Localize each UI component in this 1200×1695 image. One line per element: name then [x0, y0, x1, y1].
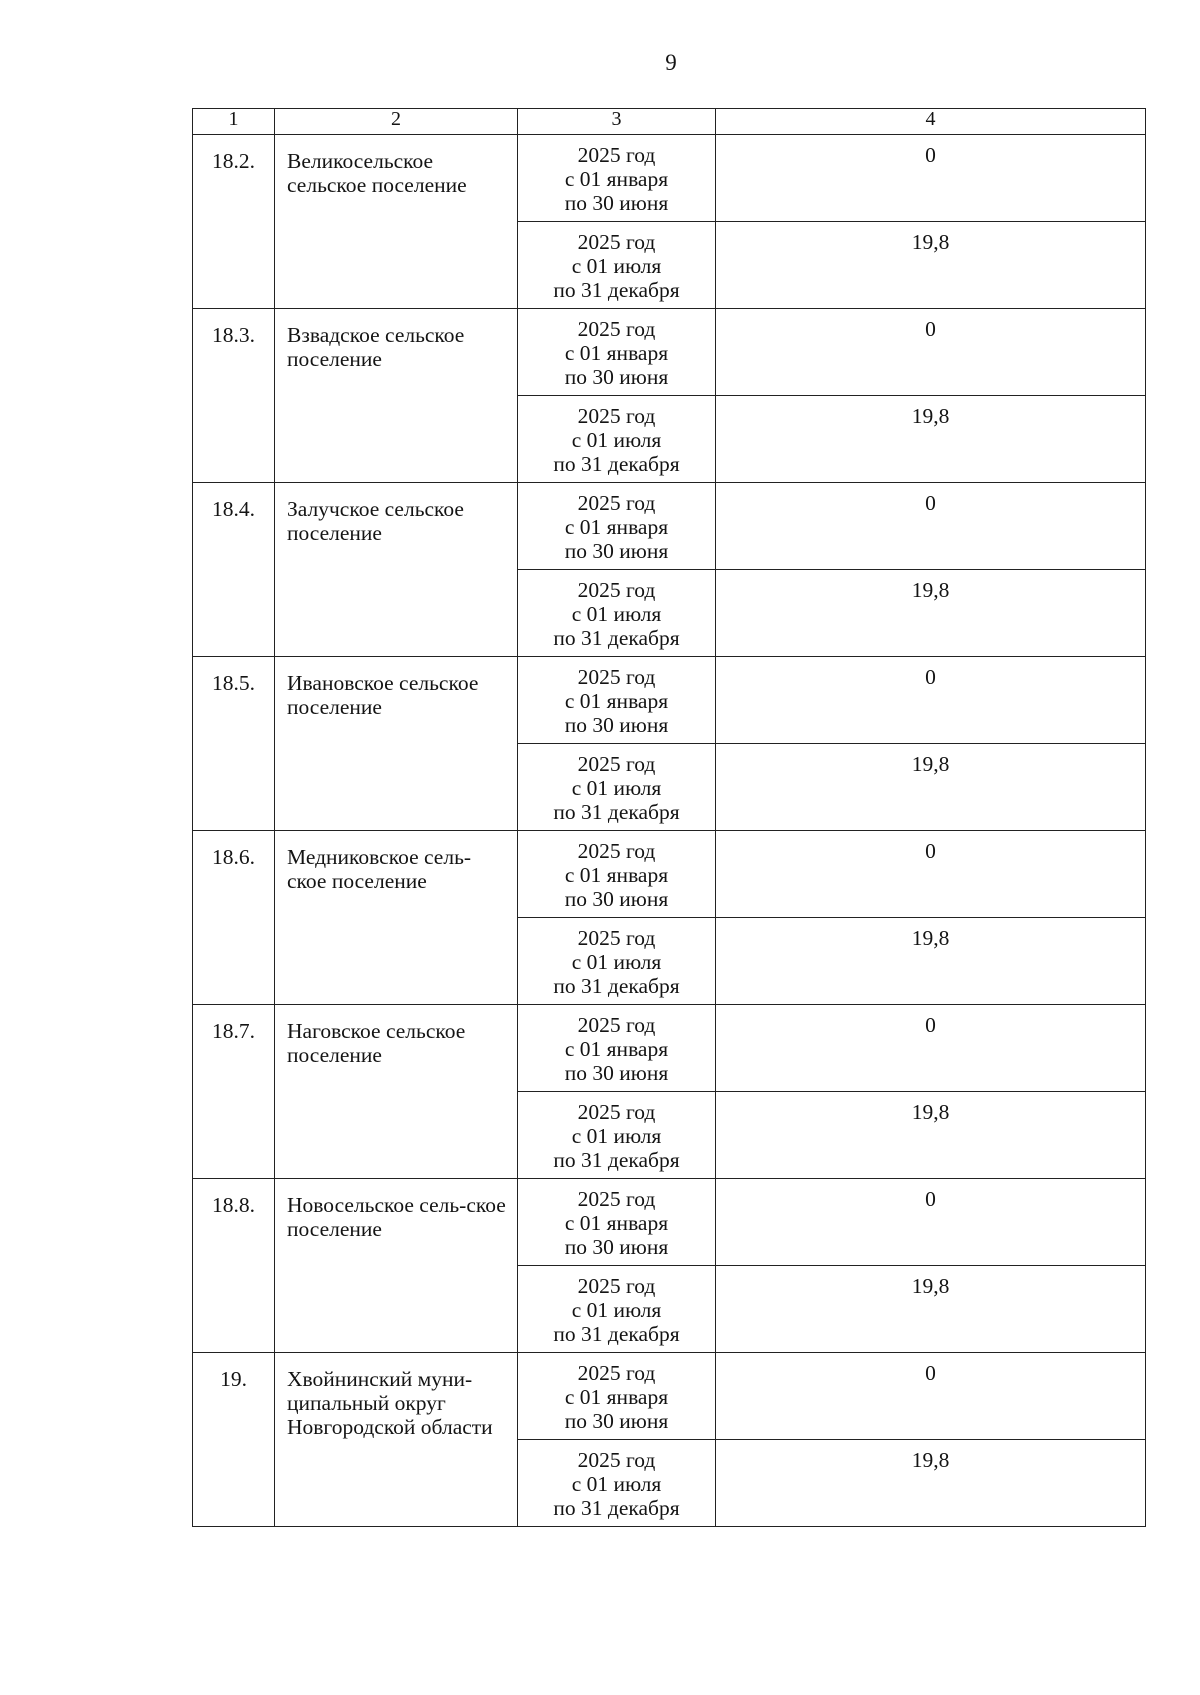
municipality-name: Залучское сельское поселение: [275, 483, 518, 657]
table-row: [193, 657, 1146, 744]
municipality-name: Медниковское сель-ское поселение: [275, 831, 518, 1005]
row-number: 19.: [193, 1353, 275, 1527]
row-number: 18.7.: [193, 1005, 275, 1179]
table-row: [193, 135, 1146, 222]
period-end: по 31 декабря: [553, 452, 680, 476]
row-number: 18.4.: [193, 483, 275, 657]
period-cell: [518, 1266, 716, 1353]
period-start: с 01 июля: [571, 254, 662, 278]
period-end: по 31 декабря: [553, 1322, 680, 1346]
value-cell: 0: [716, 831, 1146, 918]
period-year: 2025 год: [577, 752, 656, 776]
value-cell: 19,8: [716, 918, 1146, 1005]
period-start: с 01 января: [564, 341, 669, 365]
municipality-name: Новосельское сель-ское поселение: [275, 1179, 518, 1353]
value-cell: 19,8: [716, 1092, 1146, 1179]
period-end: по 30 июня: [564, 539, 669, 563]
period-start: с 01 января: [564, 1211, 669, 1235]
period-start: с 01 июля: [571, 1472, 662, 1496]
period-start: с 01 июля: [571, 950, 662, 974]
period-cell: [518, 744, 716, 831]
period-year: 2025 год: [577, 665, 656, 689]
table-row: [193, 309, 1146, 396]
period-year: 2025 год: [577, 1100, 656, 1124]
period-end: по 30 июня: [564, 1061, 669, 1085]
period-end: по 31 декабря: [553, 1148, 680, 1172]
value-cell: 0: [716, 1179, 1146, 1266]
header-row: [193, 109, 1146, 135]
header-col-1: 1: [193, 109, 275, 135]
table-row: [193, 1005, 1146, 1092]
period-end: по 30 июня: [564, 713, 669, 737]
header-col-4: 4: [716, 109, 1146, 135]
period-cell: [518, 1179, 716, 1266]
period-end: по 31 декабря: [553, 1496, 680, 1520]
value-cell: 0: [716, 135, 1146, 222]
period-year: 2025 год: [577, 317, 656, 341]
municipality-name: Наговское сельское поселение: [275, 1005, 518, 1179]
period-cell: [518, 1005, 716, 1092]
period-end: по 31 декабря: [553, 974, 680, 998]
period-start: с 01 января: [564, 1385, 669, 1409]
period-end: по 30 июня: [564, 887, 669, 911]
municipality-name: Великосельское сельское поселение: [275, 135, 518, 309]
period-cell: [518, 1092, 716, 1179]
period-cell: [518, 396, 716, 483]
value-cell: 19,8: [716, 222, 1146, 309]
value-cell: 19,8: [716, 396, 1146, 483]
table-row: [193, 1179, 1146, 1266]
table-row: [193, 483, 1146, 570]
period-year: 2025 год: [577, 926, 656, 950]
period-end: по 31 декабря: [553, 800, 680, 824]
value-cell: 0: [716, 657, 1146, 744]
row-number: 18.8.: [193, 1179, 275, 1353]
period-year: 2025 год: [577, 1013, 656, 1037]
municipality-name: Хвойнинский муни-ципальный округ Новгородской области: [275, 1353, 518, 1527]
period-cell: [518, 918, 716, 1005]
value-cell: 19,8: [716, 744, 1146, 831]
period-year: 2025 год: [577, 404, 656, 428]
period-cell: [518, 831, 716, 918]
period-year: 2025 год: [577, 143, 656, 167]
period-cell: [518, 222, 716, 309]
period-cell: [518, 135, 716, 222]
period-start: с 01 июля: [571, 776, 662, 800]
row-number: 18.2.: [193, 135, 275, 309]
period-year: 2025 год: [577, 1448, 656, 1472]
period-year: 2025 год: [577, 1361, 656, 1385]
tariff-table: [192, 108, 1146, 1527]
period-end: по 30 июня: [564, 1409, 669, 1433]
row-number: 18.6.: [193, 831, 275, 1005]
period-year: 2025 год: [577, 578, 656, 602]
period-year: 2025 год: [577, 1274, 656, 1298]
value-cell: 0: [716, 1005, 1146, 1092]
row-number: 18.5.: [193, 657, 275, 831]
period-start: с 01 июля: [571, 1124, 662, 1148]
period-start: с 01 января: [564, 863, 669, 887]
period-end: по 30 июня: [564, 1235, 669, 1259]
period-year: 2025 год: [577, 1187, 656, 1211]
period-end: по 30 июня: [564, 191, 669, 215]
period-cell: [518, 483, 716, 570]
value-cell: 19,8: [716, 1266, 1146, 1353]
value-cell: 0: [716, 309, 1146, 396]
period-year: 2025 год: [577, 839, 656, 863]
period-end: по 31 декабря: [553, 278, 680, 302]
period-cell: [518, 309, 716, 396]
period-year: 2025 год: [577, 230, 656, 254]
value-cell: 19,8: [716, 570, 1146, 657]
value-cell: 19,8: [716, 1440, 1146, 1527]
header-col-2: 2: [275, 109, 518, 135]
period-start: с 01 января: [564, 515, 669, 539]
period-start: с 01 июля: [571, 602, 662, 626]
table-row: [193, 1353, 1146, 1440]
value-cell: 0: [716, 1353, 1146, 1440]
period-cell: [518, 657, 716, 744]
period-start: с 01 июля: [571, 1298, 662, 1322]
period-start: с 01 января: [564, 689, 669, 713]
row-number: 18.3.: [193, 309, 275, 483]
period-year: 2025 год: [577, 491, 656, 515]
value-cell: 0: [716, 483, 1146, 570]
period-start: с 01 июля: [571, 428, 662, 452]
period-start: с 01 января: [564, 1037, 669, 1061]
municipality-name: Ивановское сельское поселение: [275, 657, 518, 831]
header-col-3: 3: [518, 109, 716, 135]
period-end: по 30 июня: [564, 365, 669, 389]
period-cell: [518, 570, 716, 657]
period-cell: [518, 1353, 716, 1440]
page-number: 9: [665, 50, 677, 75]
table-row: [193, 831, 1146, 918]
period-cell: [518, 1440, 716, 1527]
period-start: с 01 января: [564, 167, 669, 191]
municipality-name: Взвадское сельское поселение: [275, 309, 518, 483]
period-end: по 31 декабря: [553, 626, 680, 650]
